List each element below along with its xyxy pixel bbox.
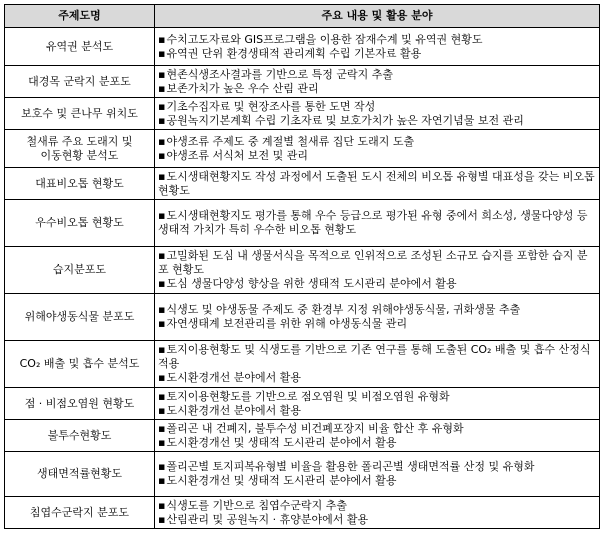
map-name-text: 불투수현황도 xyxy=(47,428,112,442)
content-text: 식생도를 기반으로 침엽수군락지 추출 xyxy=(166,498,347,512)
content-text: 도시생태현황지도 평가를 통해 우수 등급으로 평가된 유형 중에서 희소성, 생물다양성 등 생태적 가치가 특히 우수한 비오톱 현황도 xyxy=(158,209,588,236)
header-map-name: 주제도명 xyxy=(5,5,155,28)
content-cell xyxy=(155,388,600,420)
content-item xyxy=(158,47,596,61)
bullet-icon: ▪ xyxy=(158,403,166,417)
bullet-icon: ▪ xyxy=(158,113,166,127)
content-text: 야생조류 서식처 보전 및 관리 xyxy=(166,148,308,162)
bullet-icon: ▪ xyxy=(158,512,166,526)
table-row xyxy=(5,28,600,66)
content-item xyxy=(158,371,596,385)
content-item xyxy=(158,422,596,436)
content-text: 야생조류 주제도 중 계절별 철새류 집단 도래지 도출 xyxy=(166,134,415,148)
content-text: 공원녹지기본계획 수립 기초자료 및 보호가치가 높은 자연기념물 보전 관리 xyxy=(166,113,524,127)
bullet-icon: ▪ xyxy=(158,474,166,487)
content-text: 수치고도자료와 GIS프로그램을 이용한 잠재수계 및 유역권 현황도 xyxy=(166,32,483,46)
content-cell xyxy=(155,497,600,529)
content-item xyxy=(158,149,596,163)
content-text: 도시환경개선 분야에서 활용 xyxy=(166,403,301,417)
content-cell xyxy=(155,98,600,130)
bullet-icon: ▪ xyxy=(158,46,166,60)
content-cell xyxy=(155,168,600,200)
map-name-cell xyxy=(5,130,155,168)
map-name-cell xyxy=(5,168,155,200)
content-cell xyxy=(155,341,600,388)
map-name-text: 우수비오톱 현황도 xyxy=(35,216,124,229)
content-cell xyxy=(155,420,600,452)
map-name-cell xyxy=(5,66,155,98)
map-name-text: 보호수 및 큰나무 위치도 xyxy=(21,106,138,120)
map-name-text: 위해야생동식물 분포도 xyxy=(24,310,135,323)
content-cell xyxy=(155,452,600,497)
content-text: 산림관리 및 공원녹지 · 휴양분야에서 활용 xyxy=(166,512,369,526)
map-name-cell xyxy=(5,200,155,247)
content-cell xyxy=(155,28,600,66)
content-text: 자연생태계 보전관리를 위한 위해 야생동식물 관리 xyxy=(166,317,408,330)
content-text: 유역권 단위 환경생태적 관리계획 수립 기본자료 활용 xyxy=(166,46,422,60)
content-item xyxy=(158,343,596,371)
table-body xyxy=(5,28,600,529)
map-name-cell xyxy=(5,294,155,341)
bullet-icon: ▪ xyxy=(158,435,166,449)
content-item xyxy=(158,82,596,96)
map-name-text: 대표비오톱 현황도 xyxy=(35,176,124,190)
content-item xyxy=(158,68,596,82)
bullet-icon: ▪ xyxy=(158,32,166,46)
bullet-icon: ▪ xyxy=(158,99,166,113)
content-text: 기초수집자료 및 현장조사를 통한 도면 작성 xyxy=(166,99,376,113)
map-name-text: 철새류 주요 도래지 및 xyxy=(26,134,133,148)
content-cell xyxy=(155,294,600,341)
bullet-icon: ▪ xyxy=(158,67,166,81)
content-item xyxy=(158,249,596,277)
content-item xyxy=(158,499,596,513)
map-name-cell xyxy=(5,388,155,420)
content-text: 도시생태현황지도 작성 과정에서 도출된 도시 전체의 비오톱 유형별 대표성을 갖는 비오톱 현황도 xyxy=(158,169,595,197)
content-text: 토지이용현황도를 기반으로 점오염원 및 비점오염원 유형화 xyxy=(166,389,450,403)
bullet-icon: ▪ xyxy=(158,343,166,356)
bullet-icon: ▪ xyxy=(158,249,166,262)
bullet-icon: ▪ xyxy=(158,148,166,162)
content-text: 토지이용현황도 및 식생도를 기반으로 기존 연구를 통해 도출된 CO₂ 배출 및 흡수 산정식 적용 xyxy=(158,343,591,370)
map-name-cell xyxy=(5,420,155,452)
content-text: 식생도 및 야생동물 주제도 중 환경부 지정 위해야생동식물, 귀화생물 추출 xyxy=(166,303,521,316)
header-content: 주요 내용 및 활용 분야 xyxy=(155,5,600,28)
table-row xyxy=(5,420,600,452)
content-item xyxy=(158,209,596,237)
table-row xyxy=(5,497,600,529)
content-cell xyxy=(155,66,600,98)
content-text: 보존가치가 높은 우수 산림 관리 xyxy=(166,81,319,95)
content-item xyxy=(158,33,596,47)
content-cell xyxy=(155,200,600,247)
table-row xyxy=(5,200,600,247)
content-item xyxy=(158,317,596,331)
content-item xyxy=(158,100,596,114)
content-text: 폴리곤별 토지피복유형별 비율을 활용한 폴리곤별 생태면적률 산정 및 유형화 xyxy=(166,460,535,473)
content-item xyxy=(158,135,596,149)
map-name-cell xyxy=(5,247,155,294)
map-name-text: 점 · 비점오염원 현황도 xyxy=(24,396,135,410)
map-name-cell xyxy=(5,98,155,130)
content-text: 고밀화된 도심 내 생물서식을 목적으로 인위적으로 조성된 소규모 습지를 포함한 습지 분포 현황도 xyxy=(158,249,588,276)
bullet-icon: ▪ xyxy=(158,421,166,435)
bullet-icon: ▪ xyxy=(158,460,166,473)
content-text: 현존식생조사결과를 기반으로 특정 군락지 추출 xyxy=(166,67,393,81)
content-cell xyxy=(155,130,600,168)
map-name-text: 생태면적률현황도 xyxy=(36,467,122,480)
bullet-icon: ▪ xyxy=(158,169,166,183)
content-text: 도시환경개선 및 생태적 도시관리 분야에서 활용 xyxy=(166,435,397,449)
map-name-cell xyxy=(5,341,155,388)
content-text: 폴리곤 내 건폐지, 불투수성 비건폐포장지 비율 합산 후 유형화 xyxy=(166,421,464,435)
map-name-text: 유역권 분석도 xyxy=(45,39,114,53)
header-row xyxy=(5,5,600,28)
bullet-icon: ▪ xyxy=(158,134,166,148)
content-item xyxy=(158,404,596,418)
table-row xyxy=(5,168,600,200)
table-row xyxy=(5,98,600,130)
table-row xyxy=(5,388,600,420)
content-item xyxy=(158,303,596,317)
thematic-map-table xyxy=(4,4,600,529)
content-text: 도시환경개선 및 생태적 도시관리 분야에서 활용 xyxy=(166,474,397,487)
content-item xyxy=(158,513,596,527)
map-name-text: CO₂ 배출 및 흡수 분석도 xyxy=(19,357,140,370)
content-item xyxy=(158,170,596,198)
map-name-text: 이동현황 분석도 xyxy=(40,148,119,162)
content-text: 도심 생물다양성 향상을 위한 생태적 도시관리 분야에서 활용 xyxy=(166,277,457,290)
bullet-icon: ▪ xyxy=(158,81,166,95)
bullet-icon: ▪ xyxy=(158,389,166,403)
document xyxy=(4,4,600,529)
content-item xyxy=(158,390,596,404)
table-row xyxy=(5,452,600,497)
table-row xyxy=(5,66,600,98)
bullet-icon: ▪ xyxy=(158,317,166,330)
map-name-cell xyxy=(5,28,155,66)
table-row xyxy=(5,247,600,294)
map-name-text: 대경목 군락지 분포도 xyxy=(28,74,131,88)
content-item xyxy=(158,114,596,128)
content-item xyxy=(158,277,596,291)
bullet-icon: ▪ xyxy=(158,277,166,290)
content-text: 도시환경개선 분야에서 활용 xyxy=(166,371,301,384)
bullet-icon: ▪ xyxy=(158,498,166,512)
map-name-text: 침엽수군락지 분포도 xyxy=(29,505,130,519)
map-name-cell xyxy=(5,452,155,497)
content-cell xyxy=(155,247,600,294)
table-row xyxy=(5,341,600,388)
table-row xyxy=(5,294,600,341)
bullet-icon: ▪ xyxy=(158,209,166,222)
content-item xyxy=(158,474,596,488)
content-item xyxy=(158,436,596,450)
table-row xyxy=(5,130,600,168)
map-name-text: 습지분포도 xyxy=(52,263,107,276)
content-item xyxy=(158,460,596,474)
bullet-icon: ▪ xyxy=(158,303,166,316)
bullet-icon: ▪ xyxy=(158,371,166,384)
map-name-cell xyxy=(5,497,155,529)
